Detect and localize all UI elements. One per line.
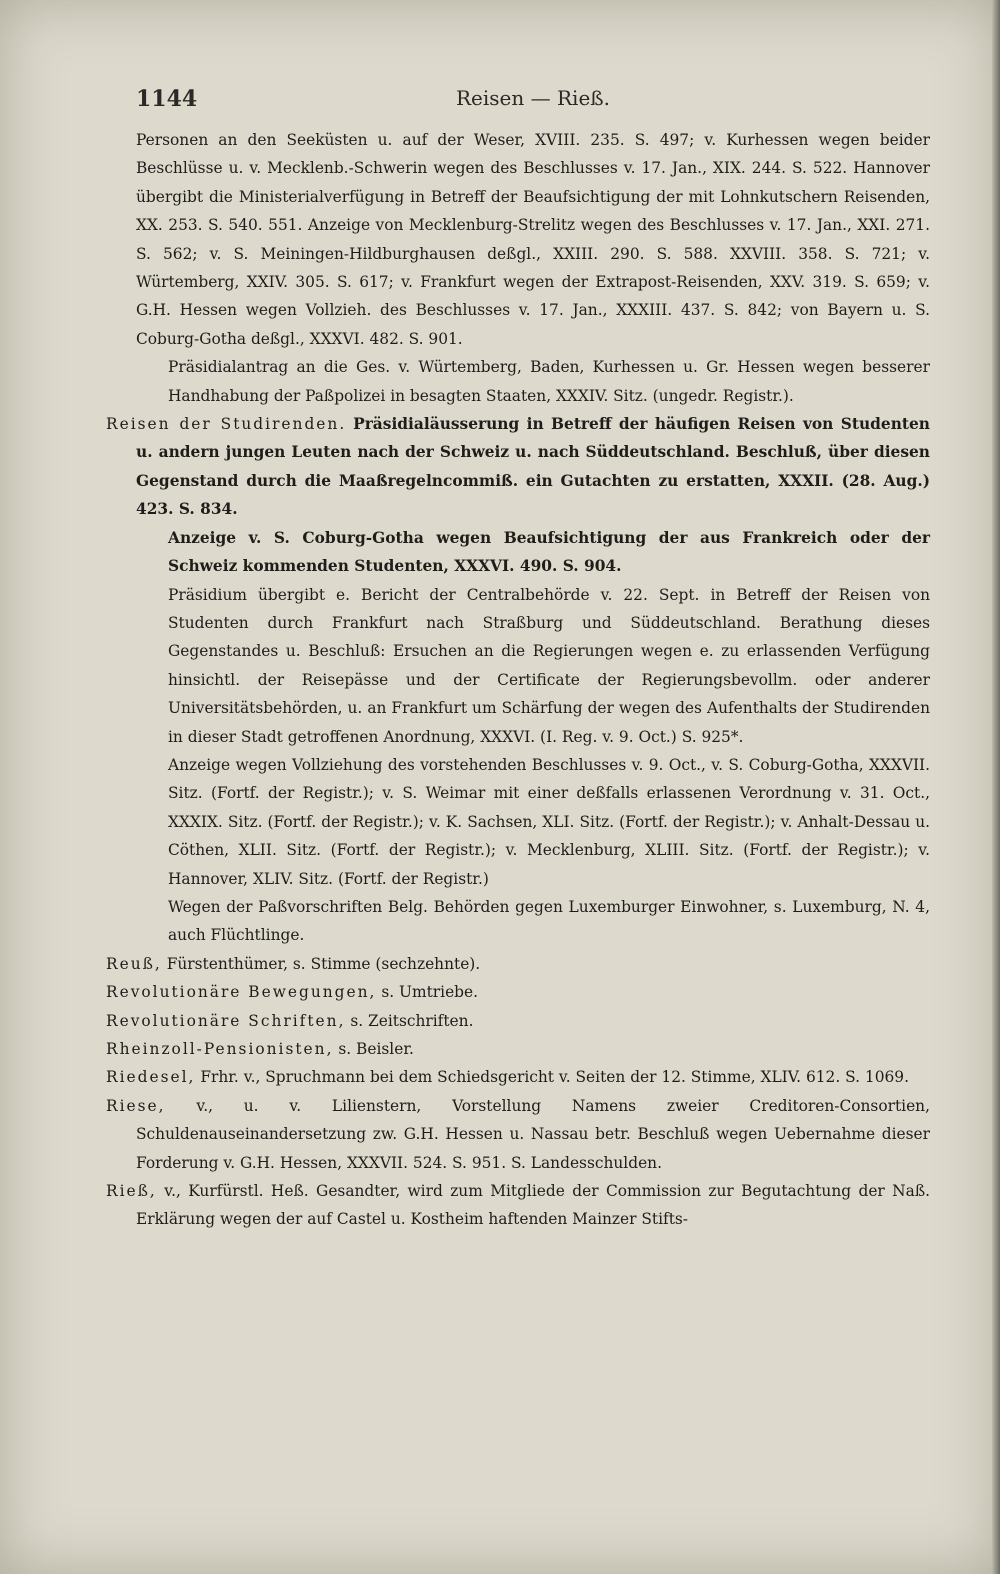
page-edge <box>992 0 1000 1574</box>
entry-heading: Riedesel, <box>106 1068 196 1087</box>
sub-paragraph <box>136 893 930 950</box>
page-body <box>106 126 930 1234</box>
entry-text: Präsidialäusserung in Betreff der häufigen Reisen von Studenten u. andern jungen Leuten nach der Schweiz u. nach Süddeutschland. Beschluß, über diesen Gegenstand durch die Maaßregelncommiß. ein Gutachten zu erstatten, XXXII. (28. Aug.) 423. S. 834. <box>136 415 930 519</box>
sub-paragraph <box>136 353 930 410</box>
entry-text: s. Beisler. <box>338 1040 414 1058</box>
entry-text: s. Zeitschriften. <box>350 1011 474 1030</box>
entry-heading: Rieß, <box>106 1182 157 1201</box>
entry-heading: Reuß, <box>106 954 162 973</box>
entry-heading: Rheinzoll-Pensionisten, <box>106 1040 334 1058</box>
index-entry-revolutionaere-schriften <box>106 1007 930 1035</box>
page-number: 1144 <box>136 86 198 112</box>
index-entry-reisen-studirenden <box>106 410 930 524</box>
entry-heading: Reisen der Studirenden. <box>106 415 347 434</box>
index-entry-reuss <box>106 950 930 978</box>
index-entry-revolutionaere-bewegungen <box>106 978 930 1006</box>
paragraph-text: Präsidialantrag an die Ges. v. Würtemberg, Baden, Kurhessen u. Gr. Hessen wegen besserer Handhabung der Paßpolizei in besagten Staaten, XXXIV. Sitz. (ungedr. Registr.). <box>168 358 930 405</box>
entry-text: v., Kurfürstl. Heß. Gesandter, wird zum Mitgliede der Commission zur Begutachtung der Naß. Erklärung wegen der auf Castel u. Kostheim haftenden Mainzer Stifts- <box>136 1182 930 1229</box>
page-header <box>136 86 930 118</box>
sub-paragraph <box>136 524 930 581</box>
entry-text: v., u. v. Lilienstern, Vorstellung Namens zweier Creditoren-Consortien, Schuldenauseinandersetzung zw. G.H. Hessen u. Nassau betr. Beschluß wegen Uebernahme dieser Forderung v. G.H. Hessen, XXXVII. 524. S. 951. S. Landesschulden. <box>136 1096 930 1172</box>
paragraph-text: Wegen der Paßvorschriften Belg. Behörden gegen Luxemburger Einwohner, s. Luxemburg, N. 4, auch Flüchtlinge. <box>168 897 930 945</box>
sub-paragraph <box>136 751 930 893</box>
index-entry-riedesel <box>106 1063 930 1091</box>
entry-text: Fürstenthümer, s. Stimme (sechzehnte). <box>166 954 481 973</box>
paragraph-text: Anzeige wegen Vollziehung des vorstehenden Beschlusses v. 9. Oct., v. S. Coburg-Gotha, XXXVII. Sitz. (Fortf. der Registr.); v. S. Weimar mit einer deßfalls erlassenen Verordnung v. 31. Oct., XXXIX. Sitz. (Fortf. der Registr.); v. K. Sachsen, XLI. Sitz. (Fortf. der Registr.); v. Anhalt-Dessau u. Cöthen, XLII. Sitz. (Fortf. der Registr.); v. Mecklenburg, XLIII. Sitz. (Fortf. der Registr.); v. Hannover, XLIV. Sitz. (Fortf. der Registr.) <box>168 755 930 888</box>
index-entry-rheinzoll <box>106 1035 930 1063</box>
paragraph-continuation <box>136 126 930 353</box>
entry-text: Frhr. v., Spruchmann bei dem Schiedsgericht v. Seiten der 12. Stimme, XLIV. 612. S. 1069. <box>200 1068 909 1087</box>
paragraph-text: Personen an den Seeküsten u. auf der Weser, XVIII. 235. S. 497; v. Kurhessen wegen beider Beschlüsse u. v. Mecklenb.-Schwerin wegen des Beschlusses v. 17. Jan., XIX. 244. S. 522. Hannover übergibt die Ministerialverfügung in Betreff der Beaufsichtigung der mit Lohnkutschern Reisenden, XX. 253. S. 540. 551. Anzeige von Mecklenburg-Strelitz wegen des Beschlusses v. 17. Jan., XXI. 271. S. 562; v. S. Meiningen-Hildburghausen deßgl., XXIII. 290. S. 588. XXVIII. 358. S. 721; v. Würtemberg, XXIV. 305. S. 617; v. Frankfurt wegen der Extrapost-Reisenden, XXV. 319. S. 659; v. G.H. Hessen wegen Vollzieh. des Beschlusses v. 17. Jan., XXXIII. 437. S. 842; von Bayern u. S. Coburg-Gotha deßgl., XXXVI. 482. S. 901. <box>136 131 930 348</box>
entry-heading: Revolutionäre Bewegungen, <box>106 983 377 1002</box>
index-entry-riese <box>106 1092 930 1177</box>
sub-paragraph <box>136 581 930 751</box>
paragraph-text: Anzeige v. S. Coburg-Gotha wegen Beaufsichtigung der aus Frankreich oder der Schweiz kommenden Studenten, XXXVI. 490. S. 904. <box>168 528 930 576</box>
entry-text: s. Umtriebe. <box>381 983 479 1002</box>
running-head: Reisen — Rieß. <box>456 86 610 110</box>
entry-heading: Riese, <box>106 1096 166 1115</box>
index-entry-riess <box>106 1177 930 1234</box>
entry-heading: Revolutionäre Schriften, <box>106 1011 346 1030</box>
paragraph-text: Präsidium übergibt e. Bericht der Centralbehörde v. 22. Sept. in Betreff der Reisen von Studenten durch Frankfurt nach Straßburg und Süddeutschland. Berathung dieses Gegenstandes u. Beschluß: Ersuchen an die Regierungen wegen e. zu erlassenden Verfügung hinsichtl. der Reisepässe und der Certificate der Regierungsbevollm. oder anderer Universitätsbehörden, u. an Frankfurt um Schärfung der wegen des Aufenthalts der Studirenden in dieser Stadt getroffenen Anordnung, XXXVI. (I. Reg. v. 9. Oct.) S. 925*. <box>168 585 930 746</box>
